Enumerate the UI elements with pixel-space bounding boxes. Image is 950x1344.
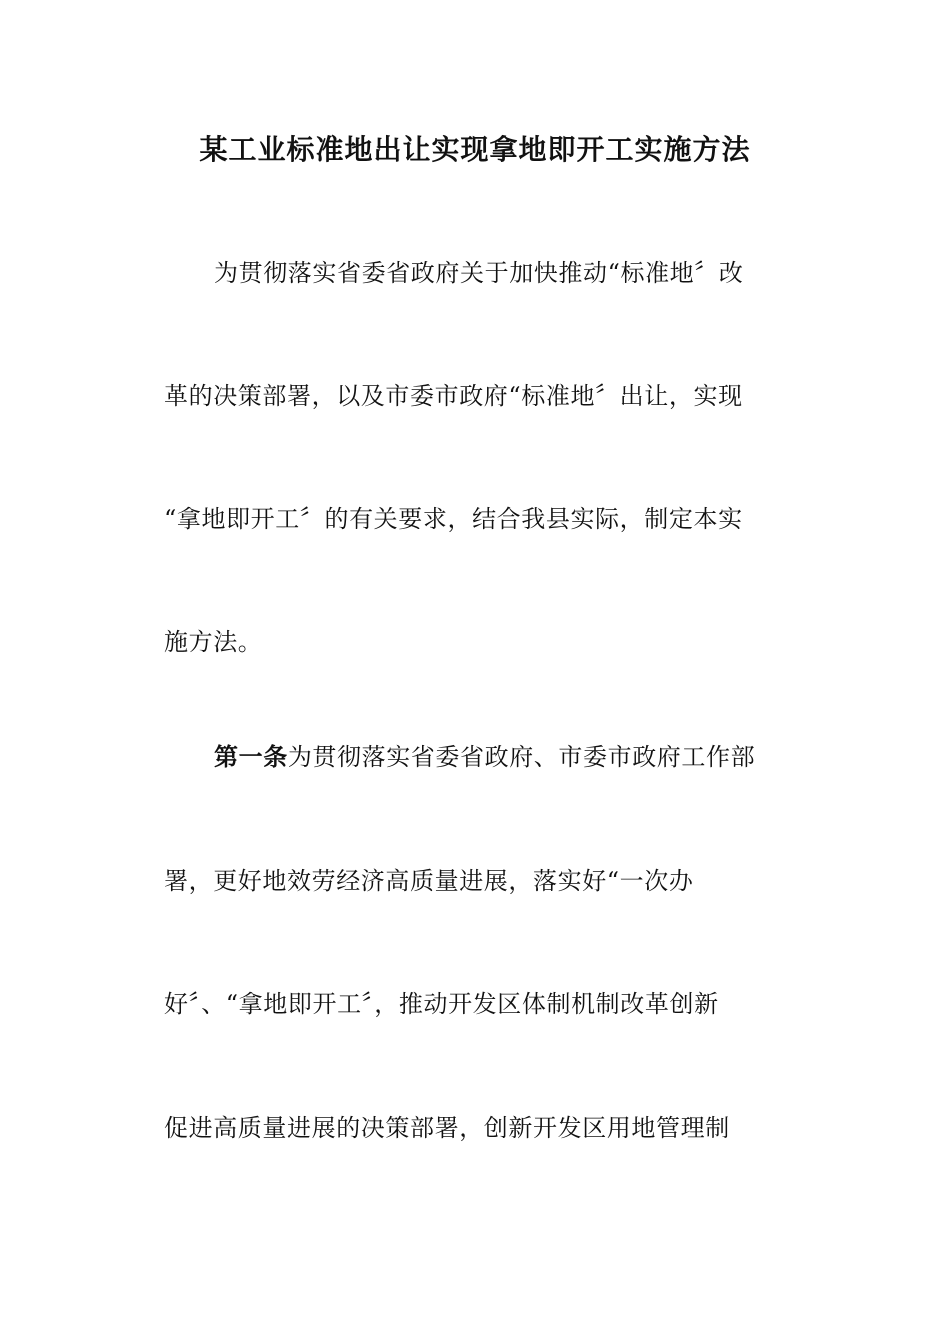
- paragraph-1-line-2: 革的决策部署，以及市委市政府“标准地〞出让，实现: [164, 382, 743, 410]
- article-label: 第一条: [214, 742, 288, 771]
- paragraph-2-line-2: 署，更好地效劳经济高质量进展，落实好“一次办: [164, 867, 694, 895]
- paragraph-2-line-1: [214, 742, 854, 772]
- paragraph-2-line-1-text: 为贯彻落实省委省政府、市委市政府工作部: [287, 743, 756, 771]
- paragraph-1-line-1: 为贯彻落实省委省政府关于加快推动“标准地〞改: [214, 259, 744, 287]
- paragraph-1-line-3: “拿地即开工〞的有关要求，结合我县实际，制定本实: [164, 505, 743, 533]
- paragraph-2-line-3: 好〞、“拿地即开工〞，推动开发区体制机制改革创新: [164, 990, 719, 1018]
- paragraph-2-line-4: 促进高质量进展的决策部署，创新开发区用地管理制: [164, 1114, 730, 1142]
- document-title: 某工业标准地出让实现拿地即开工实施方法: [199, 133, 751, 166]
- paragraph-1-line-4: 施方法。: [164, 628, 263, 656]
